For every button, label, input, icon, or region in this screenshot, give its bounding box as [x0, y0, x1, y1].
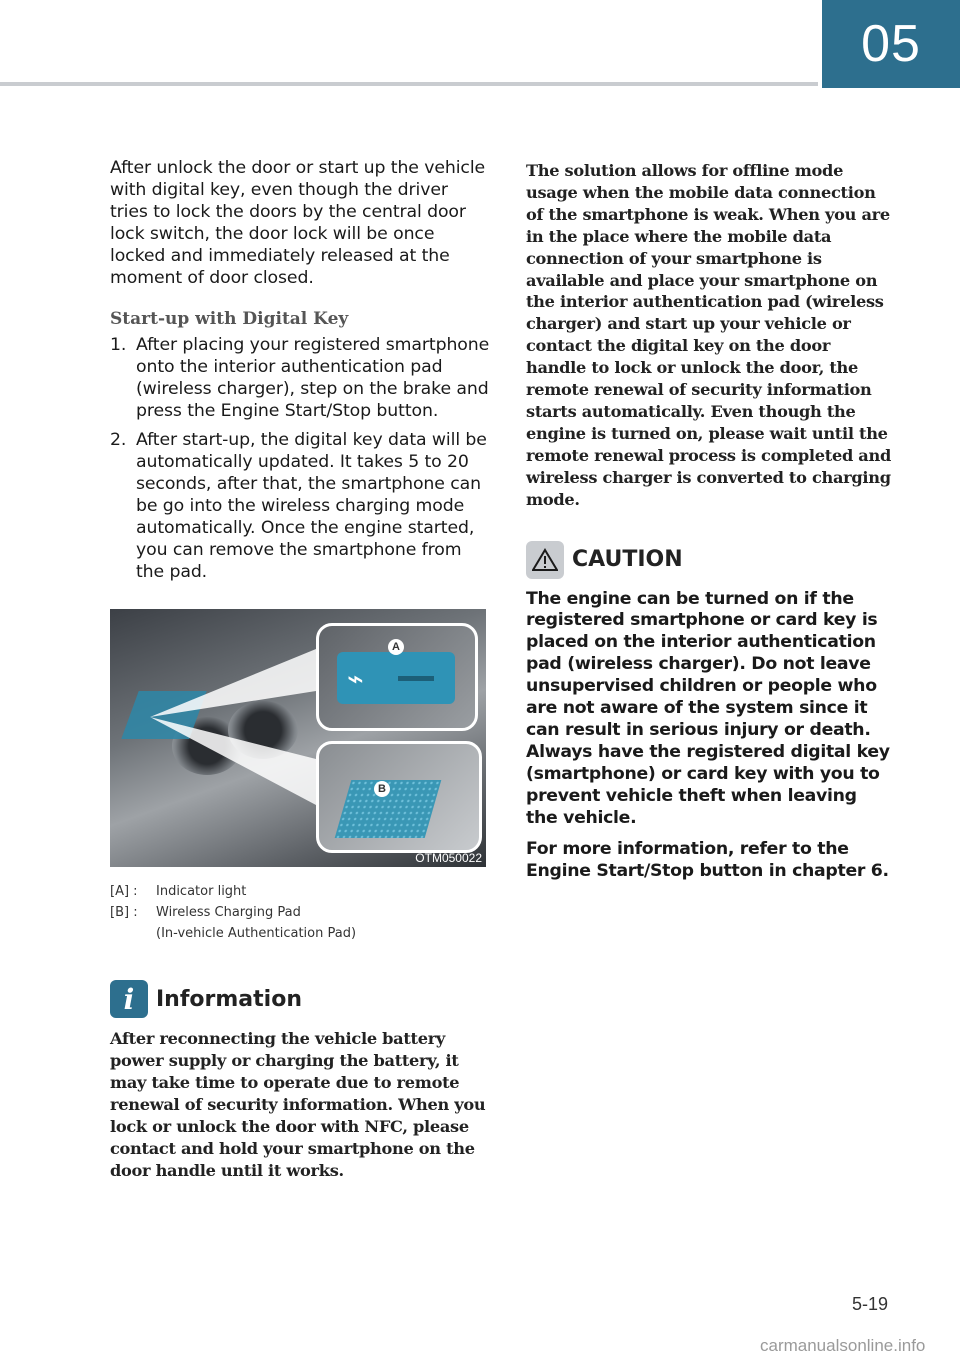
figure-code: OTM050022 [415, 851, 482, 866]
warning-triangle-icon [526, 541, 564, 579]
legend-key: [B] : [110, 905, 138, 921]
step-item [110, 430, 490, 583]
step-text: After placing your registered smartphone onto the interior authentication pad (wireless charger), step on the brake and press the Engine Start/Stop button. [136, 335, 490, 422]
chapter-number: 05 [861, 15, 921, 73]
intro-paragraph: After unlock the door or start up the vehicle with digital key, even though the driver tries to lock the doors by the central door lock switch, the door lock will be once locked and immediately released at the moment of door closed. [110, 158, 486, 288]
solution-paragraph: The solution allows for offline mode usage when the mobile data connection of the smartphone is weak. When you are in the place where the mobile data connection of your smartphone is available and place your smartphone on the interior authentication pad (wireless charger) and start up your vehicle or contact the digital key on the door handle to lock or unlock the door, the remote renewal of security information starts automatically. Even though the engine is turned on, please wait until the remote renewal process is completed and wireless charger is converted to charging mode. [526, 161, 891, 509]
caution-text: The engine can be turned on if the registered smartphone or card key is placed on the interior authentication pad (wireless charger). Do not leave unsupervised children or people who are not aware of the system since it can result in serious injury or death. Always have the registered digital key (smartphone) or card key with you to prevent vehicle theft when leaving the vehicle. [526, 588, 890, 828]
wireless-charge-icon: ⌁ [347, 661, 364, 695]
step-text: After start-up, the digital key data will be automatically updated. It takes 5 to 20 seconds, after that, the smartphone can be go into the wireless charging mode automatically. Once the engine started, you can remove the smartphone from the pad. [136, 430, 487, 582]
console-figure [110, 609, 486, 867]
chapter-tab [822, 0, 960, 88]
legend-text: Wireless Charging Pad [156, 905, 301, 921]
caution-reference: For more information, refer to the Engine Start/Stop button in chapter 6. [526, 839, 889, 882]
left-column [110, 158, 490, 1182]
legend-item [110, 902, 490, 923]
indicator-pad [337, 652, 455, 704]
callout-wireless-pad [316, 741, 482, 853]
step-item [110, 335, 490, 423]
legend-continuation: (In-vehicle Authentication Pad) [156, 926, 357, 942]
step-number: 1. [110, 335, 127, 356]
figure-legend [110, 881, 490, 944]
info-title: Information [156, 986, 302, 1012]
legend-key: [A] : [110, 884, 138, 900]
indicator-light-icon [398, 676, 434, 681]
marker-b: B [374, 781, 390, 797]
legend-text: Indicator light [156, 884, 247, 900]
info-heading [110, 980, 490, 1018]
watermark: carmanualsonline.info [760, 1336, 926, 1355]
legend-item [110, 881, 490, 902]
info-text: After reconnecting the vehicle battery power supply or charging the battery, it may take time to operate due to remote renewal of security information. When you lock or unlock the door with NFC, please contact and hold your smartphone on the door handle until it works. [110, 1029, 486, 1180]
caution-title: CAUTION [572, 547, 683, 572]
step-number: 2. [110, 430, 127, 451]
header-rule [0, 82, 818, 86]
caution-heading [526, 541, 891, 579]
marker-a: A [388, 639, 404, 655]
info-icon: i [110, 980, 148, 1018]
right-column [526, 160, 891, 883]
section-subheading: Start-up with Digital Key [110, 309, 349, 330]
page-number: 5-19 [852, 1294, 889, 1314]
